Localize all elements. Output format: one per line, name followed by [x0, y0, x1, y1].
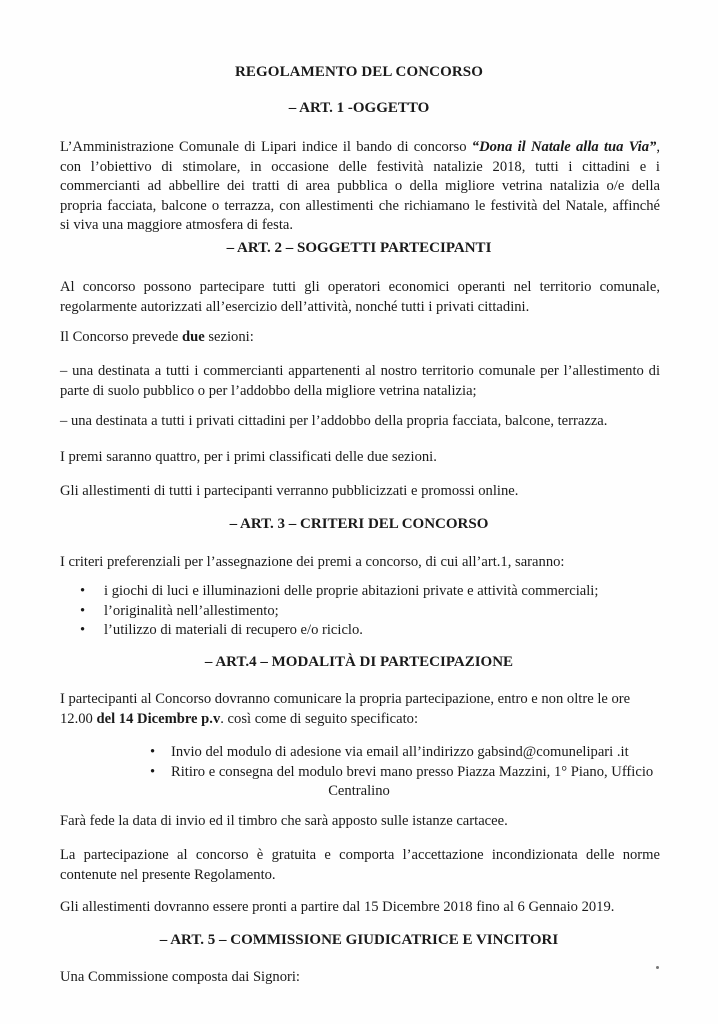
art4-paragraph-1	[60, 690, 660, 729]
art2-paragraph-2	[60, 328, 660, 348]
art4-bullet-2: Ritiro e consegna del modulo brevi mano presso Piazza Mazzini, 1° Piano, Ufficio	[171, 763, 654, 780]
scan-speck	[656, 966, 659, 969]
contest-name: “Dona il Natale alla tua Via”	[471, 139, 657, 155]
art2-p2-text: Il Concorso prevede	[60, 329, 182, 345]
art2-p2-bold: due	[181, 329, 205, 345]
art1-line-1	[60, 138, 660, 158]
art4-p1-line-1: I partecipanti al Concorso dovranno comunicare la propria partecipazione, entro e non oltre le ore	[60, 691, 631, 707]
art4-bullet-1: Invio del modulo di adesione via email all’indirizzo gabsind@comunelipari .it	[171, 744, 629, 760]
art2-p5: I premi saranno quattro, per i primi classificati delle due sezioni.	[60, 449, 437, 465]
art5-paragraph-1	[60, 968, 660, 988]
art2-paragraph-4	[60, 412, 660, 432]
art4-p3-line-1: La partecipazione al concorso è gratuita e comporta l’accettazione incondizionata delle norme	[60, 847, 660, 863]
art4-p2: Farà fede la data di invio ed il timbro che sarà apposto sulle istanze cartacee.	[60, 813, 508, 829]
art4-paragraph-3	[60, 846, 660, 885]
art1-line-4: propria facciata, balcone o terrazza, con allestimenti che richiamano le festività del Natale, affinché	[60, 197, 660, 214]
document-title: REGOLAMENTO DEL CONCORSO	[235, 64, 483, 80]
art1-line-1-text: L’Amministrazione Comunale di Lipari indice il bando di concorso	[60, 139, 472, 155]
art2-p6: Gli allestimenti di tutti i partecipanti verranno pubblicizzati e promossi online.	[60, 483, 519, 499]
bullet-icon: •	[150, 744, 156, 760]
art5-heading: – ART. 5 – COMMISSIONE GIUDICATRICE E VINCITORI	[159, 932, 559, 948]
art3-bullet-3: l’utilizzo di materiali di recupero e/o riciclo.	[104, 622, 363, 639]
art3-intro	[60, 553, 660, 573]
art1-heading: – ART. 1 -OGGETTO	[288, 100, 430, 116]
art2-paragraph-5	[60, 448, 660, 468]
art2-paragraph-1	[60, 278, 660, 317]
art4-paragraph-2	[60, 812, 660, 832]
bullet-icon: •	[80, 622, 86, 639]
art2-p1-line-1: Al concorso possono partecipare tutti gli operatori economici operanti nel territorio comunale,	[60, 279, 660, 295]
art4-bullet-list	[0, 743, 718, 802]
bullet-icon: •	[150, 763, 156, 780]
art1-paragraph	[60, 138, 660, 236]
art3-bullet-1: i giochi di luci e illuminazioni delle proprie abitazioni private e attività commerciali;	[104, 583, 599, 599]
list-item	[80, 582, 650, 602]
list-item	[0, 763, 718, 783]
art3-heading: – ART. 3 – CRITERI DEL CONCORSO	[229, 516, 489, 532]
art2-paragraph-6	[60, 482, 660, 502]
art1-line-5: si viva una maggiore atmosfera di festa.	[60, 217, 294, 234]
art5-p1: Una Commissione composta dai Signori:	[60, 969, 300, 985]
art4-paragraph-4	[60, 898, 660, 918]
art4-p1-tail: . così come di seguito specificato:	[220, 710, 419, 727]
art2-paragraph-3	[60, 362, 660, 401]
art4-p3-line-2: contenute nel presente Regolamento.	[60, 866, 276, 883]
art3-intro-text: I criteri preferenziali per l’assegnazione dei premi a concorso, di cui all’art.1, saranno:	[60, 554, 565, 570]
list-item	[80, 602, 650, 622]
list-item	[0, 743, 718, 763]
art4-p4: Gli allestimenti dovranno essere pronti a partire dal 15 Dicembre 2018 fino al 6 Gennaio 2019.	[60, 899, 615, 915]
art1-line-2: con l’obiettivo di stimolare, in occasione delle festività natalizie 2018, tutti i cittadini e i	[60, 158, 660, 175]
bullet-icon: •	[80, 602, 86, 619]
art4-p1-deadline: del 14 Dicembre p.v	[96, 710, 221, 727]
art3-bullet-2: l’originalità nell’allestimento;	[104, 602, 279, 619]
list-item	[80, 621, 650, 641]
art4-p1-time: 12.00	[60, 710, 97, 727]
art1-line-1-comma: ,	[656, 139, 660, 155]
art4-heading: – ART.4 – MODALITÀ DI PARTECIPAZIONE	[204, 654, 514, 670]
art2-p3-line-2: parte di suolo pubblico o per l’addobbo della migliore vetrina natalizia;	[60, 382, 477, 399]
bullet-icon: •	[80, 583, 86, 599]
art2-p2-tail: sezioni:	[204, 329, 254, 345]
art2-p1-line-2: regolarmente autorizzati all’esercizio dell’attività, nonché tutti i privati cittadini.	[60, 298, 530, 315]
art2-p3-line-1: – una destinata a tutti i commercianti appartenenti al nostro territorio comunale per l’allestimento di	[60, 363, 660, 379]
art1-line-3: commercianti ad abbellire dei tratti di area pubblica o della migliore vetrina natalizia o/e della	[60, 178, 660, 195]
art2-p4: – una destinata a tutti i privati cittadini per l’addobbo della propria facciata, balcone, terrazza.	[60, 413, 608, 429]
art2-heading: – ART. 2 – SOGGETTI PARTECIPANTI	[226, 240, 492, 256]
art3-bullet-list	[80, 582, 650, 641]
art4-bullet-2-continuation: Centralino	[328, 783, 390, 800]
